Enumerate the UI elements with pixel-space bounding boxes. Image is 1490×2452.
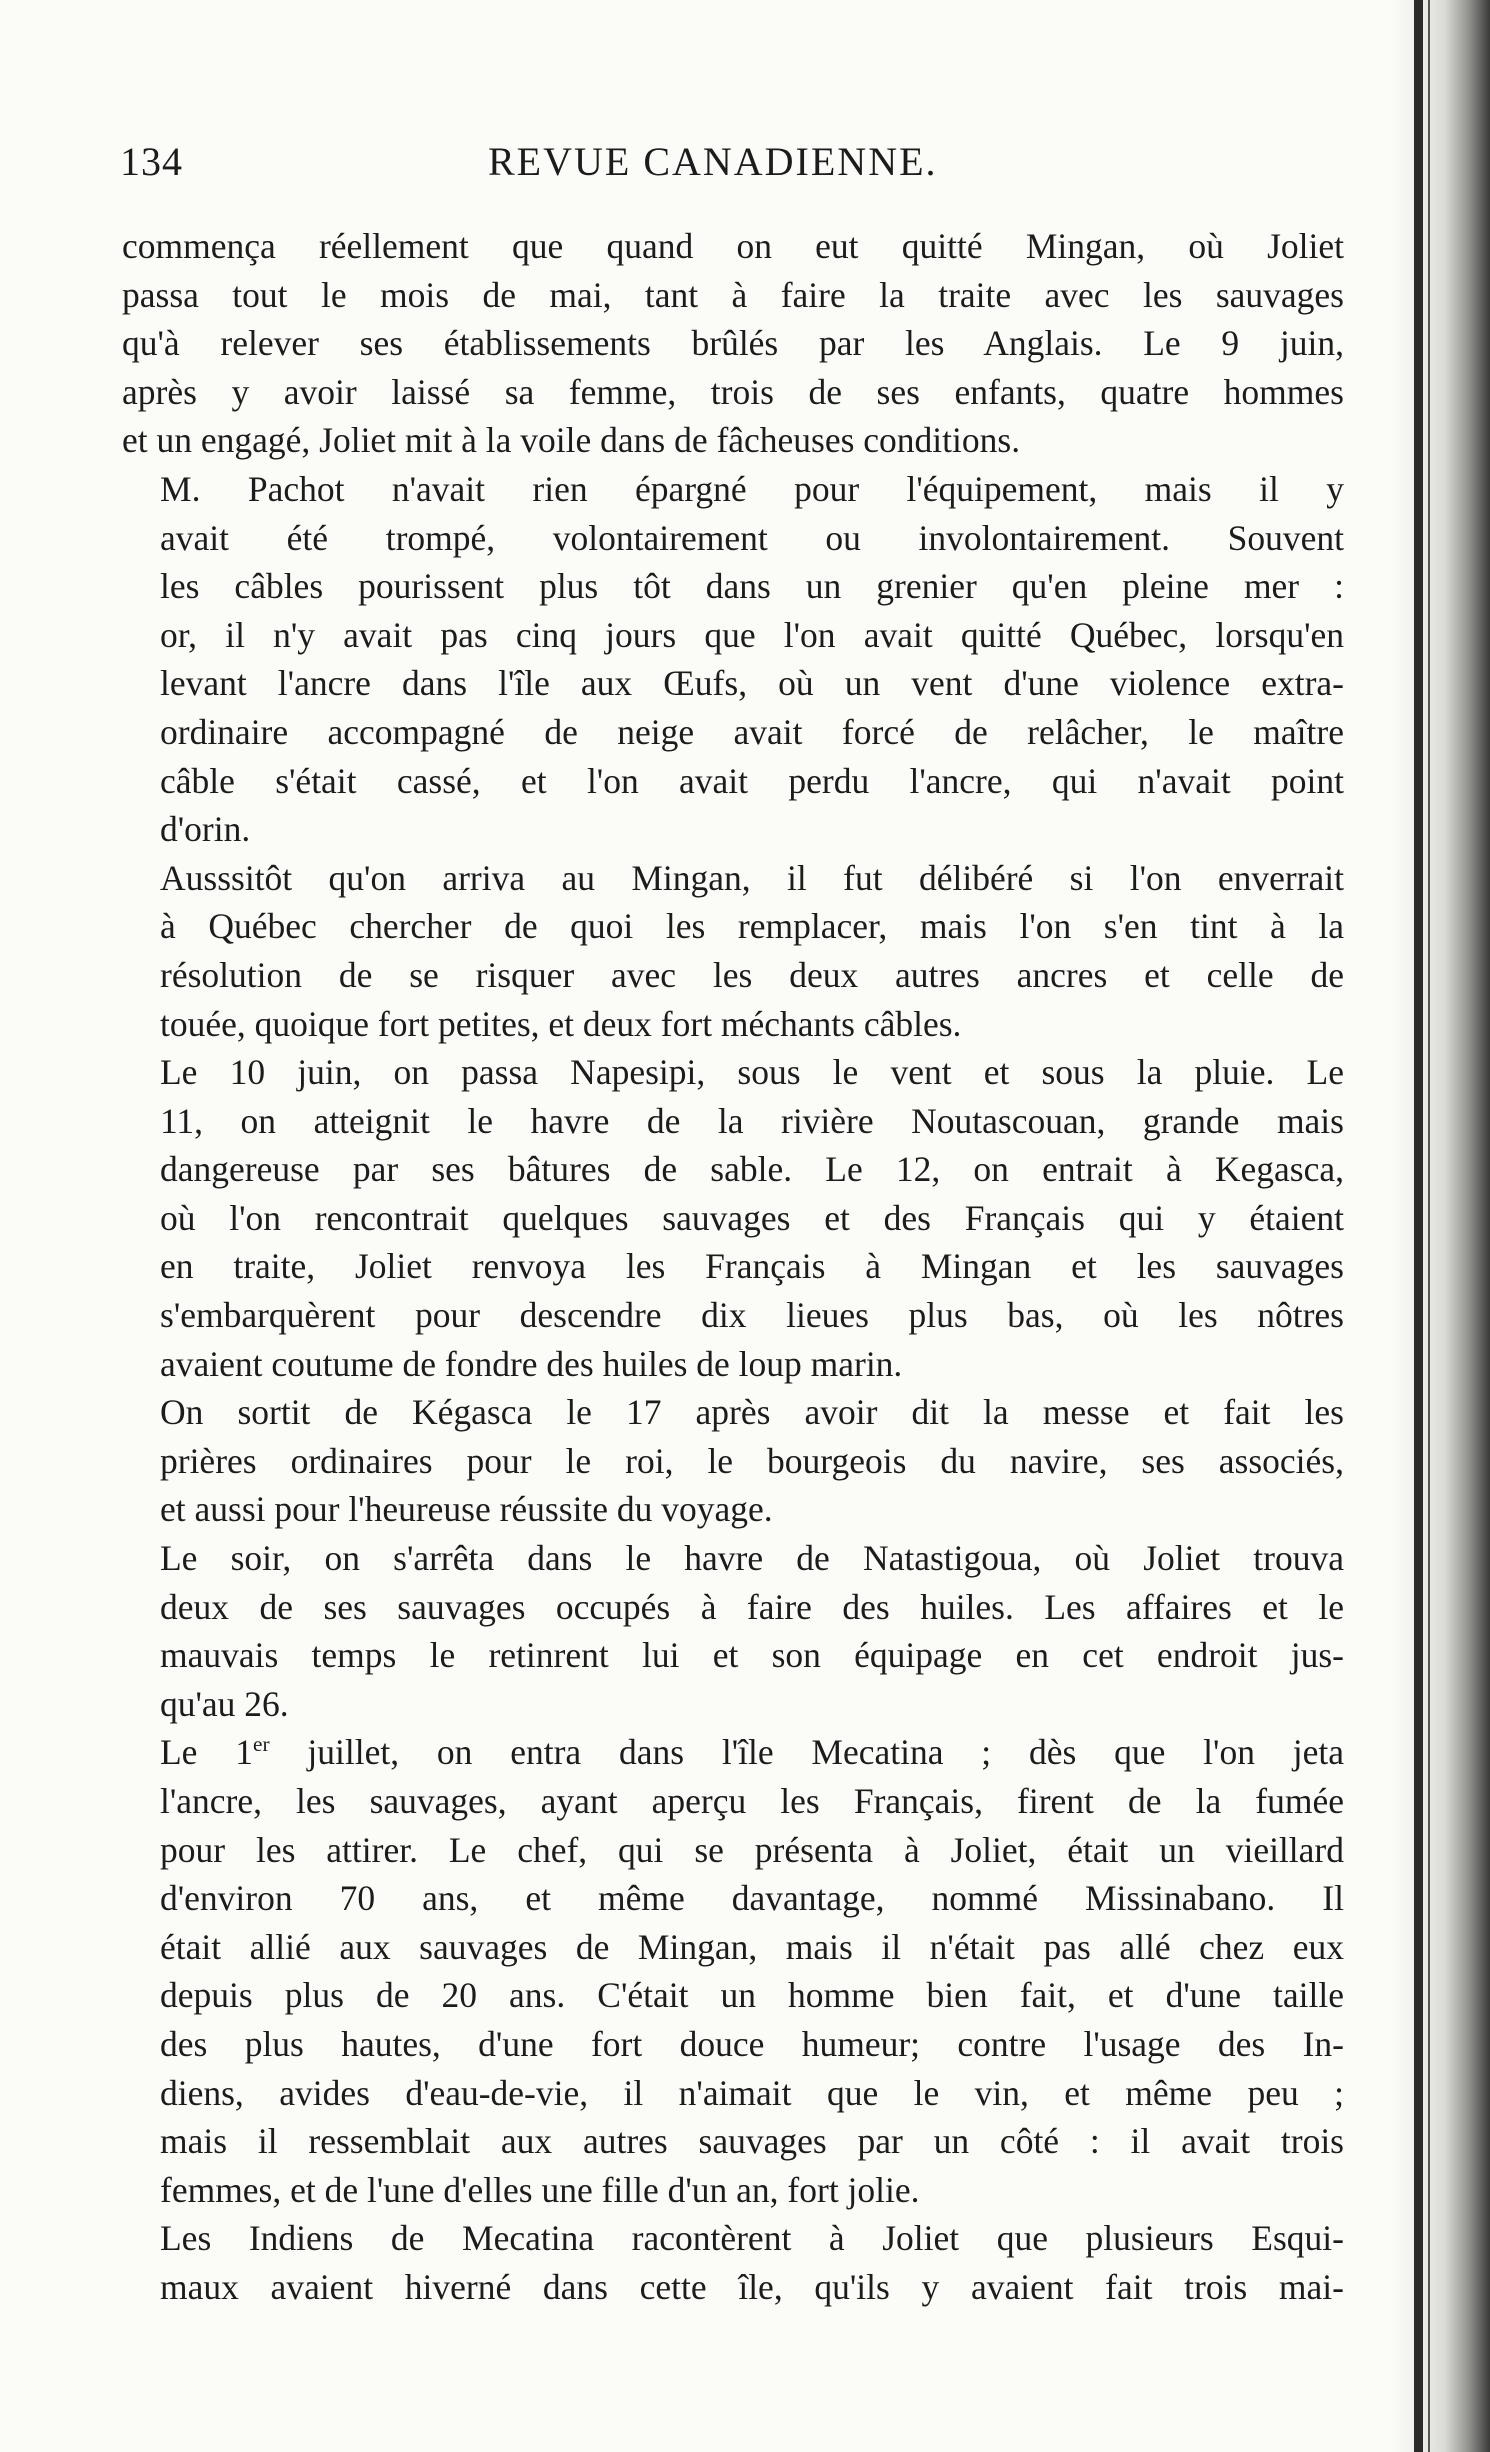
text-line: était allié aux sauvages de Mingan, mais il n'était pas allé chez eux bbox=[160, 1926, 1344, 1967]
text-line: mais il ressemblait aux autres sauvages par un côté : il avait trois bbox=[160, 2121, 1344, 2162]
text-fragment: juillet, on entra dans l'île Mecatina ; dès que l'on jeta bbox=[269, 1732, 1344, 1773]
superscript: er bbox=[253, 1732, 270, 1757]
text-line: câble s'était cassé, et l'on avait perdu l'ancre, qui n'avait point bbox=[160, 760, 1344, 801]
paragraph-2 bbox=[122, 465, 1344, 854]
text-line: à Québec chercher de quoi les remplacer, mais l'on s'en tint à la bbox=[160, 906, 1344, 947]
text-fragment: Le 1 bbox=[160, 1732, 254, 1773]
text-line: après y avoir laissé sa femme, trois de ses enfants, quatre hommes bbox=[122, 371, 1344, 412]
text-line: d'environ 70 ans, et même davantage, nommé Missinabano. Il bbox=[160, 1878, 1344, 1919]
text-line: s'embarquèrent pour descendre dix lieues plus bas, où les nôtres bbox=[160, 1295, 1344, 1336]
paragraph-4 bbox=[122, 1048, 1344, 1388]
text-line: avaient coutume de fondre des huiles de loup marin. bbox=[160, 1343, 903, 1384]
text-line: Ausssitôt qu'on arriva au Mingan, il fut délibéré si l'on enverrait bbox=[160, 857, 1344, 898]
running-title: REVUE CANADIENNE. bbox=[488, 139, 938, 184]
text-line: passa tout le mois de mai, tant à faire la traite avec les sauvages bbox=[122, 274, 1344, 315]
text-line: maux avaient hiverné dans cette île, qu'ils y avaient fait trois mai- bbox=[160, 2266, 1344, 2307]
paragraph-6 bbox=[122, 1534, 1344, 1728]
text-line: Le 10 juin, on passa Napesipi, sous le vent et sous la pluie. Le bbox=[160, 1052, 1344, 1093]
text-line: On sortit de Kégasca le 17 après avoir dit la messe et fait les bbox=[160, 1392, 1344, 1433]
text-line: ordinaire accompagné de neige avait forcé de relâcher, le maître bbox=[160, 711, 1344, 752]
page-header bbox=[0, 138, 1490, 198]
text-line: et aussi pour l'heureuse réussite du voyage. bbox=[160, 1489, 773, 1530]
text-line: femmes, et de l'une d'elles une fille d'un an, fort jolie. bbox=[160, 2169, 920, 2210]
text-line: résolution de se risquer avec les deux autres ancres et celle de bbox=[160, 954, 1344, 995]
text-line: commença réellement que quand on eut quitté Mingan, où Joliet bbox=[122, 226, 1344, 266]
text-line: M. Pachot n'avait rien épargné pour l'équipement, mais il y bbox=[160, 468, 1344, 509]
paragraph-8 bbox=[122, 2214, 1344, 2311]
text-line: pour les attirer. Le chef, qui se présenta à Joliet, était un vieillard bbox=[160, 1829, 1344, 1870]
text-line: levant l'ancre dans l'île aux Œufs, où un vent d'une violence extra- bbox=[160, 663, 1344, 704]
paragraph-7 bbox=[122, 1728, 1344, 2214]
text-line: touée, quoique fort petites, et deux fort méchants câbles. bbox=[160, 1003, 962, 1044]
text-line: deux de ses sauvages occupés à faire des huiles. Les affaires et le bbox=[160, 1586, 1344, 1627]
text-line: en traite, Joliet renvoya les Français à Mingan et les sauvages bbox=[160, 1246, 1344, 1287]
page-number: 134 bbox=[120, 139, 183, 184]
text-line: qu'à relever ses établissements brûlés par les Anglais. Le 9 juin, bbox=[122, 323, 1344, 364]
text-line: diens, avides d'eau-de-vie, il n'aimait que le vin, et même peu ; bbox=[160, 2072, 1344, 2113]
text-line: Les Indiens de Mecatina racontèrent à Joliet que plusieurs Esqui- bbox=[160, 2218, 1344, 2259]
text-line: dangereuse par ses bâtures de sable. Le 12, on entrait à Kegasca, bbox=[160, 1149, 1344, 1190]
text-line: d'orin. bbox=[160, 809, 251, 850]
text-line: et un engagé, Joliet mit à la voile dans de fâcheuses conditions. bbox=[122, 420, 1021, 461]
text-line: avait été trompé, volontairement ou involontairement. Souvent bbox=[160, 517, 1344, 558]
paragraph-3 bbox=[122, 854, 1344, 1048]
text-line: l'ancre, les sauvages, ayant aperçu les Français, firent de la fumée bbox=[160, 1781, 1344, 1821]
page-edge-shadow bbox=[1390, 0, 1490, 2452]
text-line bbox=[122, 1728, 1344, 1777]
paragraph-5 bbox=[122, 1388, 1344, 1534]
text-line: qu'au 26. bbox=[160, 1683, 289, 1724]
text-line: 11, on atteignit le havre de la rivière Noutascouan, grande mais bbox=[160, 1100, 1344, 1141]
text-line: où l'on rencontrait quelques sauvages et des Français qui y étaient bbox=[160, 1197, 1344, 1238]
body-text bbox=[122, 222, 1344, 2312]
text-line: or, il n'y avait pas cinq jours que l'on avait quitté Québec, lorsqu'en bbox=[160, 614, 1344, 655]
text-line: Le soir, on s'arrêta dans le havre de Natastigoua, où Joliet trouva bbox=[160, 1538, 1344, 1579]
text-line: prières ordinaires pour le roi, le bourgeois du navire, ses associés, bbox=[160, 1440, 1344, 1481]
text-line: les câbles pourissent plus tôt dans un grenier qu'en pleine mer : bbox=[160, 566, 1344, 607]
text-line: mauvais temps le retinrent lui et son équipage en cet endroit jus- bbox=[160, 1635, 1344, 1676]
text-line: depuis plus de 20 ans. C'était un homme bien fait, et d'une taille bbox=[160, 1975, 1344, 2016]
text-line: des plus hautes, d'une fort douce humeur; contre l'usage des In- bbox=[160, 2023, 1344, 2064]
paragraph-1 bbox=[122, 222, 1344, 465]
